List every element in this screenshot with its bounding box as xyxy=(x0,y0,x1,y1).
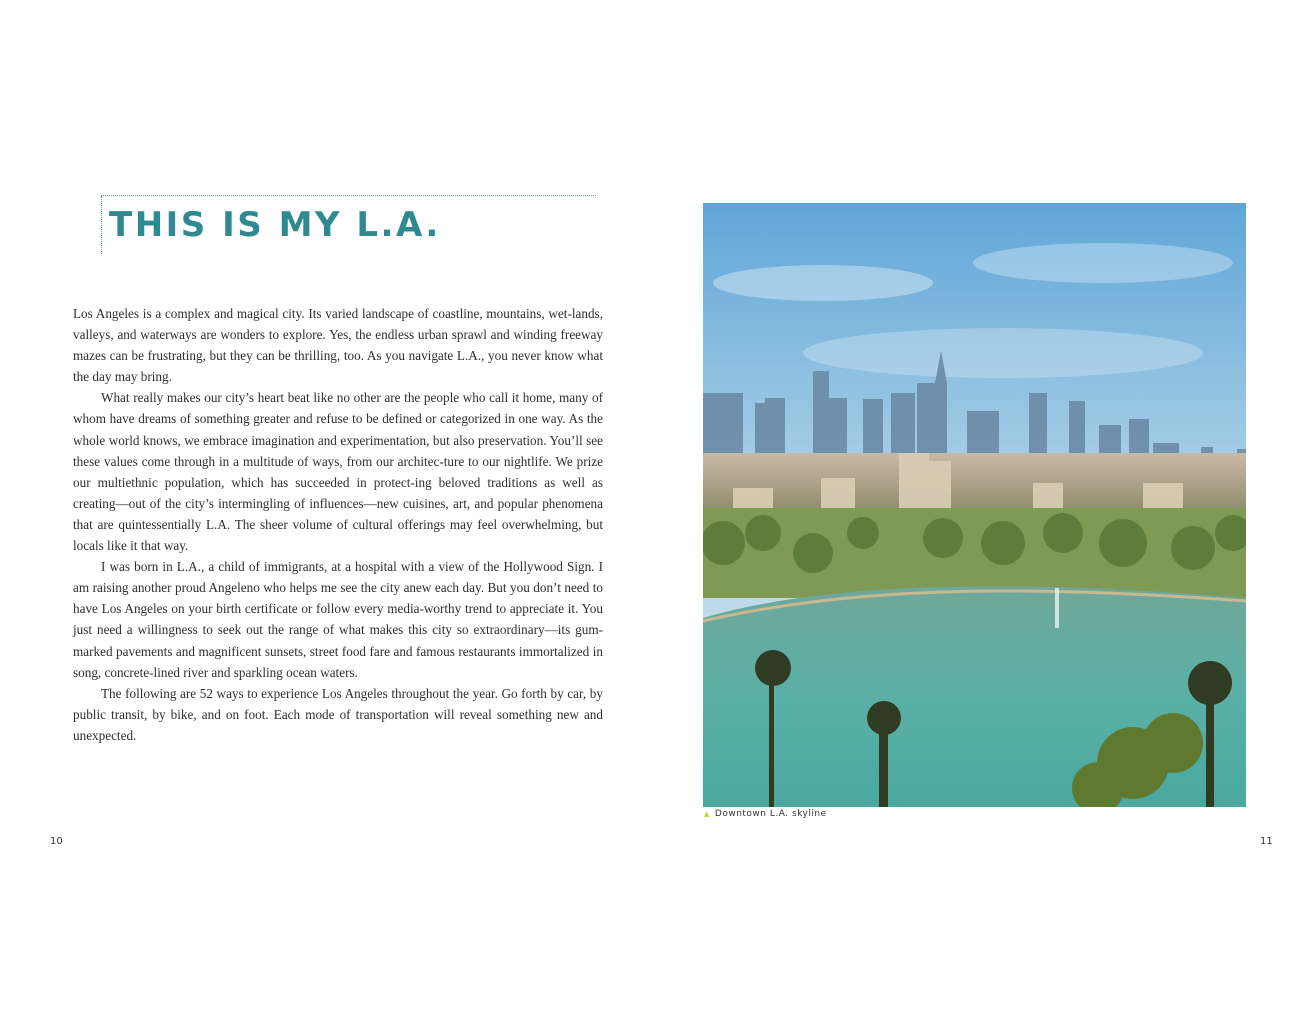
page-number-left: 10 xyxy=(50,836,63,847)
caption-text: Downtown L.A. skyline xyxy=(714,809,827,819)
photo-caption xyxy=(704,809,827,819)
paragraph-4: The following are 52 ways to experience Los Angeles throughout the year. Go forth by car, by public transit, by bike, and on foot. Each mode of transportation will reveal something new and unexpected. xyxy=(73,685,603,743)
title-dotted-rule-left xyxy=(101,196,102,254)
caption-triangle-icon: ▲ xyxy=(704,810,710,818)
fountain xyxy=(1055,588,1059,628)
title-dotted-rule-top xyxy=(101,195,596,196)
page-title: THIS IS MY L.A. xyxy=(109,205,441,245)
paragraph-3: I was born in L.A., a child of immigrants, at a hospital with a view of the Hollywood Sign. I am raising another proud Angeleno who helps me see the city anew each day. But you don’t need to have Los Angeles on your birth certificate or follow every media-worthy trend to appreciate it. You just need a willingness to seek out the range of what makes this city so extraordinary—its gum-marked pavements and magnificent sunsets, street food fare and famous restaurants immortalized in song, concrete-lined river and sparkling ocean waters. xyxy=(73,559,603,680)
skyline-illustration xyxy=(703,203,1246,807)
body-text xyxy=(73,303,603,746)
park xyxy=(703,508,1246,598)
paragraph-1: Los Angeles is a complex and magical city. Its varied landscape of coastline, mountains, wet-lands, valleys, and waterways are wonders to explore. Yes, the endless urban sprawl and winding freeway mazes can be frustrating, but they can be thrilling, too. As you navigate L.A., you never know what the day may bring. xyxy=(73,306,603,385)
page-number-right: 11 xyxy=(1260,836,1273,847)
skyline-photo xyxy=(703,203,1246,807)
paragraph-2: What really makes our city’s heart beat like no other are the people who call it home, many of whom have dreams of something greater and refuse to be defined or categorized in one way. As the whole world knows, we embrace imagination and experimentation, but also preservation. You’ll see these values come through in a multitude of ways, from our architec-ture to our nightlife. We prize our multiethnic population, which has succeeded in protect-ing beloved traditions as well as creating—out of the city’s intermingling of influences—new cuisines, art, and popular phenomena that are quintessentially L.A. The sheer volume of cultural offerings may feel overwhelming, but locals like it that way. xyxy=(73,390,603,554)
